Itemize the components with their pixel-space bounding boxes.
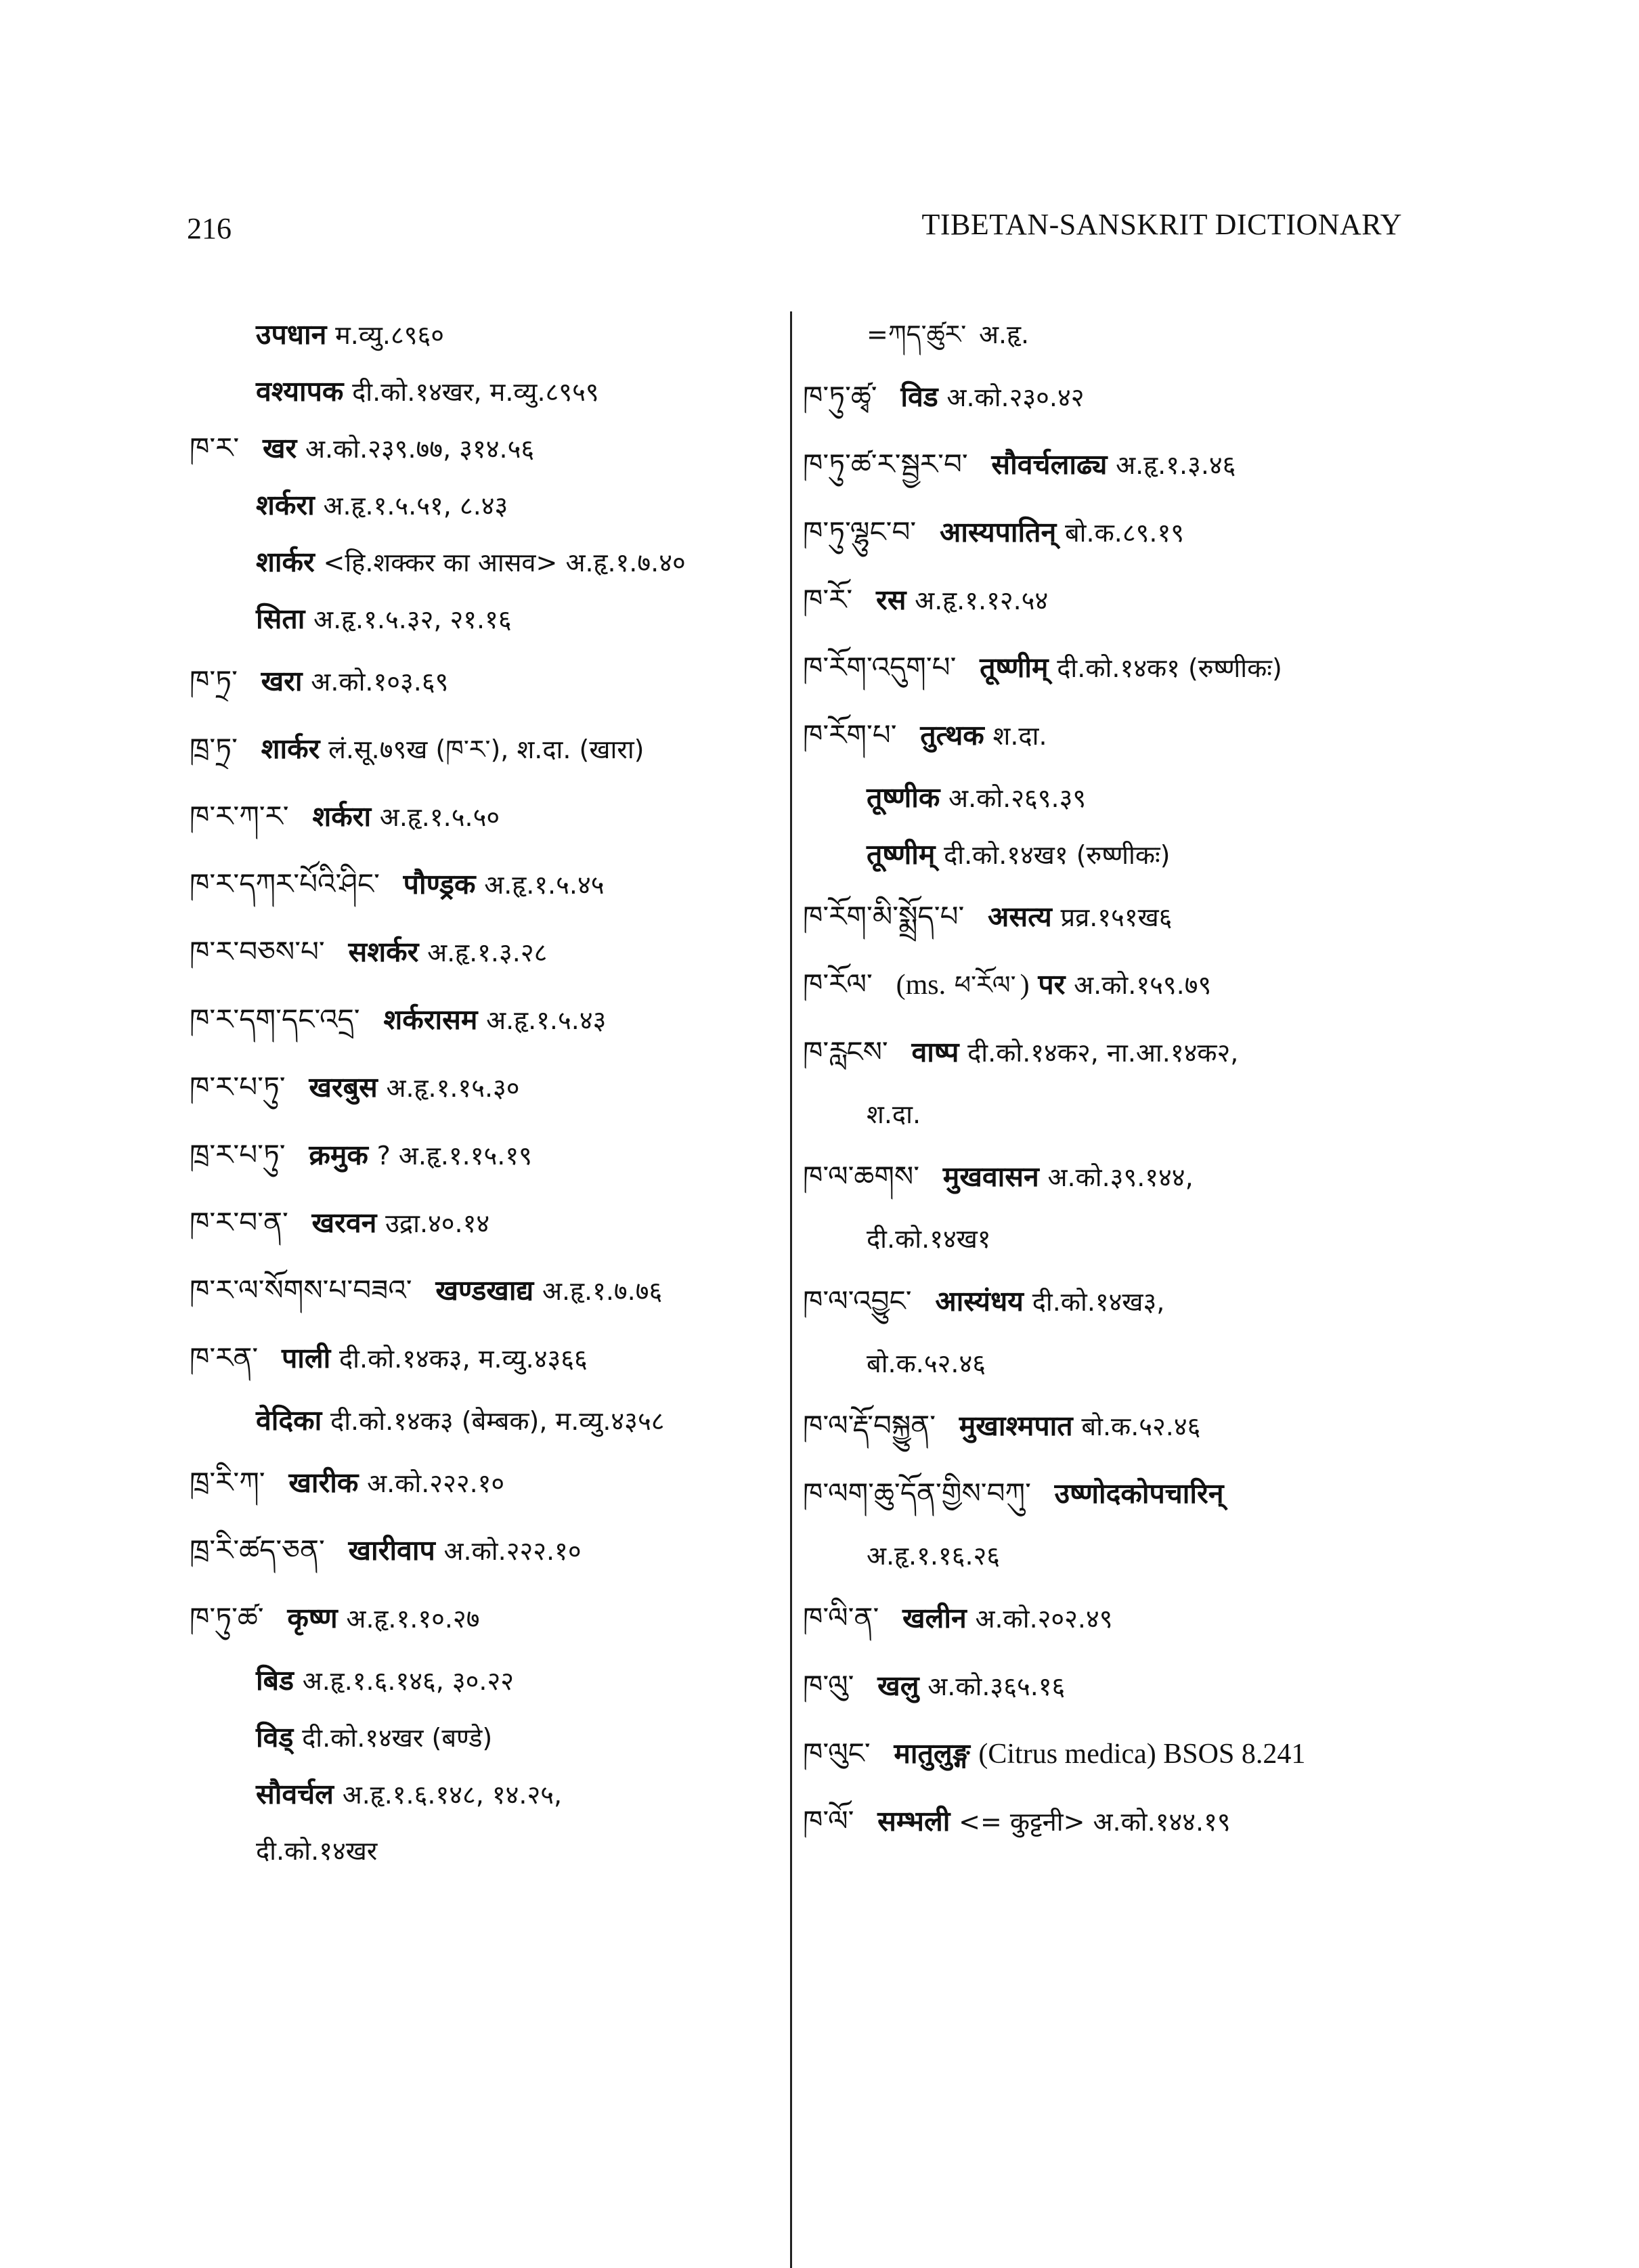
reference: प्रव्र.१५१ख६: [1060, 902, 1173, 932]
sanskrit-headword: उपधान: [256, 318, 327, 351]
entry-row: [803, 363, 1412, 431]
entry-row: [190, 1823, 776, 1879]
entry-row: [190, 715, 776, 783]
sanskrit-headword: मुखवासन: [942, 1160, 1039, 1193]
entry-row: [803, 566, 1412, 634]
tibetan-headword: ཁ་ར་པ་ཏུ་: [190, 1070, 286, 1104]
tibetan-headword: ཁ་ཏུ་ཚ་ར་སྦྱར་བ་: [803, 448, 968, 481]
reference: श.दा.: [867, 1099, 921, 1129]
reference: अ.को.२२२.१०: [367, 1468, 505, 1498]
sanskrit-headword: पौण्ड्रक: [403, 868, 476, 900]
sanskrit-headword: खरबुस: [309, 1071, 378, 1104]
reference: बो.क.५२.४६: [867, 1349, 986, 1378]
manuscript-note-prefix: (ms.: [896, 969, 946, 1001]
reference: अ.को.३६५.१६: [927, 1672, 1066, 1701]
reference: दी.को.१४क३ (बेम्बक), म.व्यु.४३५८: [330, 1406, 665, 1436]
entry-row: [190, 363, 776, 420]
tibetan-headword: ཁྲ་ཏྲ་: [190, 732, 238, 765]
entry-row: [190, 420, 776, 477]
entry-row: [190, 783, 776, 850]
entry-row: [190, 306, 776, 363]
reference: अ.हृ.१.६.१४६, ३०.२२: [302, 1666, 515, 1696]
sanskrit-headword: खर: [262, 432, 297, 464]
tibetan-headword: ཁ་རླངས་: [803, 1035, 888, 1068]
reference: अ.को.२६९.३९: [948, 783, 1087, 813]
entry-row: [803, 826, 1412, 883]
tibetan-headword: ཁ་ར་: [190, 431, 240, 464]
entry-row: [803, 1211, 1412, 1267]
left-column: [190, 306, 776, 1879]
sanskrit-headword: तुत्थक: [920, 719, 984, 751]
entry-row: [803, 1652, 1412, 1720]
sanskrit-headword: वाष्प: [911, 1036, 959, 1068]
entry-row: [190, 1053, 776, 1121]
sanskrit-headword: आस्यपातिन्: [939, 516, 1057, 548]
reference: अ.को.२०२.४९: [975, 1604, 1113, 1634]
reference: दी.को.१४ख३,: [1032, 1287, 1165, 1317]
reference: दी.को.१४ख१: [867, 1224, 991, 1254]
tibetan-headword: ཁ་ཏུ་ལྷུང་བ་: [803, 515, 917, 548]
sanskrit-headword: पर: [1038, 968, 1066, 1001]
entry-row: [803, 1143, 1412, 1211]
entry-row: [190, 1584, 776, 1652]
entry-row: [803, 951, 1412, 1018]
reference: अ.हृ.१.६.१४८, १४.२५,: [342, 1780, 563, 1810]
column-divider: [790, 311, 792, 2268]
reference: <= कुट्टनी> अ.को.१४४.१९: [959, 1807, 1231, 1837]
entry-row: [803, 1018, 1412, 1086]
tibetan-headword: ཁ་ལུང་: [803, 1737, 871, 1770]
reference: अ.हृ.१.३.२८: [427, 938, 548, 967]
sanskrit-headword: खरवन: [311, 1206, 377, 1239]
tibetan-headword: ཁྲ་རི་ཚད་ཅན་: [190, 1533, 325, 1567]
tibetan-headword: ཁ་རོག་འདུག་པ་: [803, 651, 957, 684]
entry-row: [190, 533, 776, 590]
entry-row: [190, 1392, 776, 1449]
tibetan-headword: ཁྲ་རི་ཀ་: [190, 1466, 265, 1499]
sanskrit-headword: मातुलुङ्ग: [894, 1737, 970, 1770]
sanskrit-headword: सौवर्चल: [256, 1778, 334, 1810]
manuscript-note-suffix: ): [1020, 969, 1030, 1001]
entry-row: [190, 1324, 776, 1392]
entry-row: [190, 647, 776, 715]
tibetan-headword: ཁ་ར་བ་ན་: [190, 1206, 288, 1239]
entry-row: [190, 477, 776, 533]
reference: अ.को.१०३.६९: [311, 667, 449, 697]
entry-row: [803, 701, 1412, 769]
sanskrit-headword: खारीवाप: [348, 1534, 435, 1567]
tibetan-headword: ཁ་རོག་མི་སྨྲོད་པ་: [803, 900, 965, 933]
sanskrit-headword: विड: [900, 380, 938, 413]
entry-row: [190, 1189, 776, 1257]
entry-row: [803, 1787, 1412, 1855]
sanskrit-headword: रस: [875, 584, 906, 616]
entry-row: [190, 986, 776, 1053]
sanskrit-headword: तूष्णीम्: [980, 651, 1049, 684]
sanskrit-headword: सौवर्चलाढ्य: [991, 448, 1108, 481]
entry-row: [190, 1257, 776, 1324]
sanskrit-headword: शार्कर: [256, 546, 315, 578]
entry-row: [803, 883, 1412, 951]
entry-row: [803, 1086, 1412, 1143]
sanskrit-headword: कृष्ण: [287, 1602, 338, 1634]
tibetan-headword: ཁ་ར་དཀར་པོའི་ཤིང་: [190, 867, 380, 900]
sanskrit-headword: खण्डखाद्य: [435, 1274, 534, 1307]
entry-row: [190, 918, 776, 986]
reference: अ.को.२३०.४२: [946, 383, 1085, 412]
sanskrit-headword: तूष्णीक: [867, 781, 940, 814]
sanskrit-headword: सिता: [256, 603, 305, 635]
sanskrit-headword: विड्: [256, 1721, 294, 1753]
page-number: 216: [187, 212, 232, 245]
tibetan-headword: ཁ་ཏྲ་: [190, 664, 238, 697]
entry-row: [190, 1766, 776, 1823]
reference: लं.सू.७९ख (ཁ་ར་), श.दा. (खारा): [328, 735, 644, 764]
reference: बो.क.५२.४६: [1081, 1412, 1201, 1441]
entry-row: [190, 1652, 776, 1709]
reference: अ.हृ.१.१२.५४: [915, 586, 1049, 615]
sanskrit-headword: असत्य: [988, 900, 1052, 933]
reference: अ.हृ.१.५.३२, २१.१६: [313, 605, 512, 634]
reference: अ.हृ.१.७.७६: [542, 1276, 663, 1306]
sanskrit-headword: शार्कर: [261, 733, 320, 765]
tibetan-crossref: =ཀད་ཚུར་: [867, 320, 967, 349]
tibetan-headword: ཁ་ར་དག་དང་འདྲ་: [190, 1003, 360, 1036]
entry-row: [803, 1720, 1412, 1787]
entry-row: [803, 1584, 1412, 1652]
entry-row: [803, 306, 1412, 363]
sanskrit-headword: खरा: [261, 665, 303, 697]
tibetan-headword: ཁ་ལུ་: [803, 1669, 854, 1702]
tibetan-headword: ཁ་ཏུ་ཚྭ་: [803, 380, 877, 413]
reference: दी.को.१४खर (बण्डे): [302, 1723, 493, 1753]
sanskrit-headword: तूष्णीम्: [867, 838, 936, 871]
entry-row: [803, 769, 1412, 826]
tibetan-headword: ཁ་ལ་རྡོ་བསྐྱུན་: [803, 1409, 936, 1442]
sanskrit-headword: खलु: [877, 1670, 919, 1702]
reference: दी.को.१४क२, ना.आ.१४क२,: [967, 1038, 1239, 1068]
reference: दी.को.१४क३, म.व्यु.४३६६: [339, 1344, 588, 1374]
sanskrit-headword: उष्णोदकोपचारिन्: [1054, 1477, 1224, 1510]
tibetan-headword: ཁ་རོག་པ་: [803, 718, 897, 751]
reference: अ.हृ.१.५.५१, ८.४३: [323, 491, 508, 521]
tibetan-headword: ཁ་རོ་: [803, 583, 853, 616]
reference: अ.हृ.१.१०.२७: [346, 1604, 480, 1634]
manuscript-variant: ཕ་རོལ་: [954, 970, 1016, 1000]
reference: अ.को.३९.१४४,: [1047, 1162, 1194, 1192]
reference: अ.हृ.१.५.४३: [486, 1005, 607, 1035]
reference: अ.हृ.१.१६.२६: [867, 1541, 1001, 1571]
reference: अ.को.२३९.७७, ३१४.५६: [305, 434, 535, 464]
sanskrit-headword: आस्यंधय: [935, 1285, 1024, 1317]
running-title: TIBETAN-SANSKRIT DICTIONARY: [921, 208, 1402, 241]
tibetan-headword: ཁ་ར་བཅས་པ་: [190, 935, 325, 968]
tibetan-headword: ཁ་རན་: [190, 1341, 259, 1374]
sanskrit-headword: वेदिका: [256, 1404, 322, 1437]
entry-row: [803, 498, 1412, 566]
reference: अ.को.२२२.१०: [443, 1536, 582, 1566]
reference: अ.को.१५९.७९: [1074, 970, 1212, 1000]
page-header: [187, 203, 1402, 257]
entry-row: [190, 1449, 776, 1517]
reference: बो.क.८९.१९: [1064, 518, 1184, 548]
tibetan-headword: ཁ་ལོ་: [803, 1804, 854, 1837]
entry-row: [803, 634, 1412, 701]
sanskrit-headword: शर्करा: [312, 800, 372, 833]
entry-row: [190, 1709, 776, 1766]
reference: अ.हृ.: [979, 320, 1030, 349]
reference: (Citrus medica) BSOS 8.241: [978, 1739, 1306, 1770]
entry-row: [190, 1517, 776, 1584]
reference: दी.को.१४खर, म.व्यु.८९५९: [352, 377, 599, 407]
entry-row: [190, 1121, 776, 1189]
sanskrit-headword: शर्करासम: [383, 1003, 478, 1036]
reference: दी.को.१४क१ (रुष्णीकः): [1057, 653, 1282, 683]
reference: ? अ.हृ.१.१५.१९: [376, 1141, 532, 1171]
sanskrit-headword: मुखाश्मपात: [959, 1410, 1073, 1442]
sanskrit-headword: क्रमुक: [309, 1139, 368, 1171]
sanskrit-headword: वश्यापक: [256, 375, 344, 408]
entry-row: [803, 1392, 1412, 1460]
reference: <हि.शक्कर का आसव> अ.हृ.१.७.४०: [323, 548, 686, 577]
reference: उद्रा.४०.१४: [385, 1208, 490, 1238]
sanskrit-headword: खलीन: [902, 1602, 967, 1634]
tibetan-headword: ཁ་ར་ཀ་ར་: [190, 800, 289, 833]
tibetan-headword: ཁ་རོལ་: [803, 967, 873, 1001]
right-column: [803, 306, 1412, 1855]
reference: दी.को.१४ख१ (रुष्णीकः): [944, 840, 1171, 870]
entry-row: [803, 431, 1412, 498]
entry-row: [803, 1267, 1412, 1335]
reference: अ.हृ.१.५.५०: [379, 802, 500, 832]
entry-row: [803, 1460, 1412, 1527]
entry-row: [803, 1527, 1412, 1584]
reference: अ.हृ.१.५.४५: [484, 870, 605, 900]
reference: श.दा.: [992, 721, 1047, 751]
reference: अ.हृ.१.१५.३०: [386, 1073, 520, 1103]
sanskrit-headword: पाली: [281, 1342, 331, 1374]
tibetan-headword: ཁ་ལ་འབྱུང་: [803, 1284, 912, 1317]
sanskrit-headword: बिड: [256, 1664, 294, 1697]
sanskrit-headword: सशर्कर: [348, 936, 419, 968]
tibetan-headword: ཁྲ་ར་པ་ཏུ་: [190, 1138, 286, 1171]
tibetan-headword: ཁ་ར་ལ་སོགས་པ་བཟའ་: [190, 1273, 412, 1307]
tibetan-headword: ཁ་ལ་ཆགས་: [803, 1160, 920, 1193]
sanskrit-headword: शर्करा: [256, 489, 315, 521]
sanskrit-headword: सम्भली: [877, 1805, 950, 1837]
tibetan-headword: ཁ་ལག་ཆུ་དོན་གྱིས་བཀུ་: [803, 1477, 1031, 1510]
entry-row: [190, 850, 776, 918]
entry-row: [190, 590, 776, 647]
entry-row: [803, 1335, 1412, 1392]
tibetan-headword: ཁ་ཏུ་ཚ་: [190, 1601, 264, 1634]
sanskrit-headword: खारीक: [288, 1466, 359, 1499]
reference: अ.हृ.१.३.४६: [1116, 450, 1236, 480]
reference: म.व्यु.८९६०: [335, 320, 445, 350]
reference: दी.को.१४खर: [256, 1836, 378, 1866]
tibetan-headword: ཁ་ལི་ན་: [803, 1601, 879, 1634]
